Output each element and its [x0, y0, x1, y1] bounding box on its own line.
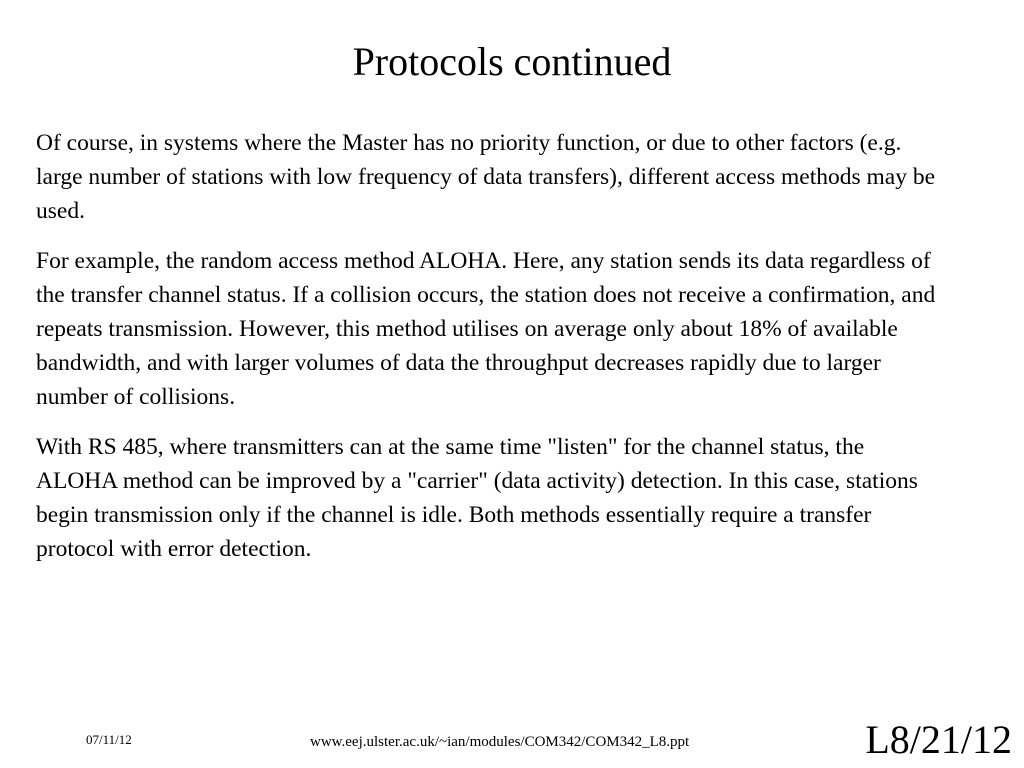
footer-url: www.eej.ulster.ac.uk/~ian/modules/COM342/COM342_L8.ppt — [310, 734, 690, 750]
slide-title: Protocols continued — [352, 39, 672, 84]
body-paragraph: Of course, in systems where the Master has no priority function, or due to other factors (e.g. large number of stations with low frequency of data transfers), different access methods may be used. — [36, 130, 936, 224]
slide-body — [36, 126, 936, 582]
footer-page-number: L8/21/12 — [865, 717, 1012, 762]
body-paragraph: For example, the random access method ALOHA. Here, any station sends its data regardless of the transfer channel status. If a collision occurs, the station does not receive a confirmation, and repeats transmission. However, this method utilises on average only about 18% of available bandwidth, and with larger volumes of data the throughput decreases rapidly due to larger number of collisions. — [36, 248, 936, 410]
body-paragraph: With RS 485, where transmitters can at the same time "listen" for the channel status, the ALOHA method can be improved by a "carrier" (data activity) detection. In this case, stations begin transmission only if the channel is idle. Both methods essentially require a transfer protocol with error detection. — [36, 434, 918, 562]
footer-date: 07/11/12 — [86, 732, 132, 747]
